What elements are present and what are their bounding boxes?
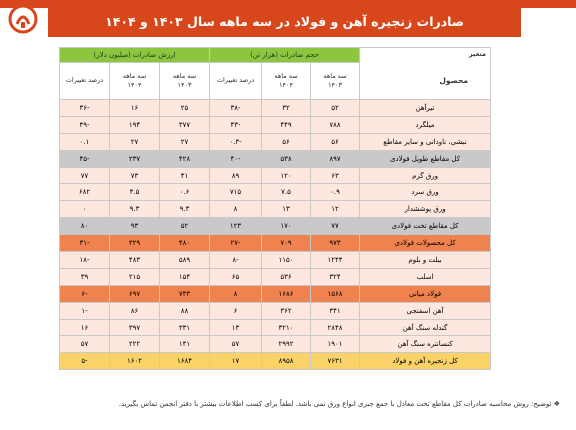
value-1403-cell: ۴۱	[160, 167, 210, 184]
volume-1403-cell: ۵۶	[311, 133, 360, 150]
volume-change-cell: ۱۲۳	[210, 218, 262, 235]
volume-1404-cell: ۳۶۲	[262, 302, 311, 319]
volume-1404-cell: ۸۹۵۸	[262, 353, 311, 370]
table-corner-header	[360, 48, 491, 100]
value-change-cell: ۸۰	[60, 218, 110, 235]
value-1404-cell: ۷۳	[110, 167, 160, 184]
volume-1404-cell: ۵۳۸	[262, 150, 311, 167]
value-1404-cell: ۲۱۵	[110, 268, 160, 285]
volume-1404-cell: ۳۲	[262, 100, 311, 117]
volume-1404-cell: ۱۶۸۶	[262, 285, 311, 302]
value-1404-cell: ۴۸۳	[110, 252, 160, 269]
value-change-cell: -۴۵	[60, 150, 110, 167]
value-change-cell: ۶۸۲	[60, 184, 110, 201]
value-1404-cell: ۳۲۹	[110, 235, 160, 252]
product-label-cell: کل محصولات فولادی	[360, 235, 491, 252]
value-change-cell: ۰	[60, 201, 110, 218]
value-1403-cell: ۲۵	[160, 100, 210, 117]
product-label-cell: آهن اسفنجی	[360, 302, 491, 319]
volume-1404-cell: ۱۳	[262, 201, 311, 218]
volume-1403-cell: ۷۷	[311, 218, 360, 235]
value-change-cell: -۶	[60, 285, 110, 302]
value-1404-cell: ۲۷	[110, 133, 160, 150]
value-1404-cell: ۳۹۷	[110, 319, 160, 336]
volume-1403-cell: ۰.۹	[311, 184, 360, 201]
value-change-cell: -۱	[60, 302, 110, 319]
value-1404-cell: ۹۳	[110, 218, 160, 235]
volume-1403-cell: ۷۶۳۱	[311, 353, 360, 370]
table-row	[60, 235, 491, 252]
product-label-cell: کل مقاطع طویل فولادی	[360, 150, 491, 167]
value-1404-cell: ۴.۵	[110, 184, 160, 201]
volume-1403-cell: ۶۳	[311, 167, 360, 184]
product-label-cell: بیلت و بلوم	[360, 252, 491, 269]
volume-change-cell: -۳۸	[210, 100, 262, 117]
volume-1403-cell: ۷۸۸	[311, 116, 360, 133]
value-change-cell: ۳۹	[60, 268, 110, 285]
volume-1403-cell: ۱۲۴۴	[311, 252, 360, 269]
value-1403-cell: ۸۸	[160, 302, 210, 319]
volume-1404-cell: ۱۱۵۰	[262, 252, 311, 269]
volume-1404-cell: ۷.۵	[262, 184, 311, 201]
product-label-cell: نبشی، ناودانی و سایر مقاطع	[360, 133, 491, 150]
corner-variable-label: متغیر	[469, 50, 487, 58]
volume-change-cell: ۸	[210, 201, 262, 218]
product-label-cell: تیرآهن	[360, 100, 491, 117]
value-1403-cell: ۳۳۱	[160, 319, 210, 336]
volume-change-cell: ۱۳	[210, 319, 262, 336]
value-1404-cell: ۹.۳	[110, 201, 160, 218]
value-1403-cell: ۷۴۳	[160, 285, 210, 302]
value-1403-cell: ۵۸۹	[160, 252, 210, 269]
page-title: صادرات زنجیره آهن و فولاد در سه ماهه سال ۱۴۰۳ و ۱۴۰۴	[48, 5, 521, 37]
subheader-volume-1404: سه ماهه ۱۴۰۴	[262, 63, 311, 100]
value-change-cell: ۰.۱	[60, 133, 110, 150]
footnote	[40, 400, 560, 408]
value-1403-cell: ۵۲	[160, 218, 210, 235]
value-1404-cell: ۱۶۰۲	[110, 353, 160, 370]
table-row	[60, 201, 491, 218]
value-change-cell: ۱۶	[60, 319, 110, 336]
table-row	[60, 268, 491, 285]
volume-1403-cell: ۹۷۳	[311, 235, 360, 252]
volume-1404-cell: ۴۴۹	[262, 116, 311, 133]
volume-change-cell: -۸	[210, 252, 262, 269]
volume-change-cell: ۶	[210, 302, 262, 319]
volume-1404-cell: ۵۶	[262, 133, 311, 150]
product-label-cell: ورق پوششدار	[360, 201, 491, 218]
table-row	[60, 285, 491, 302]
value-1403-cell: ۳۷۷	[160, 116, 210, 133]
table-row	[60, 353, 491, 370]
volume-1404-cell: ۱۷۰	[262, 218, 311, 235]
value-1403-cell: ۱۵۴	[160, 268, 210, 285]
volume-change-cell: -۰.۳	[210, 133, 262, 150]
value-1403-cell: ۹.۳	[160, 201, 210, 218]
table-row	[60, 116, 491, 133]
volume-1404-cell: ۲۹۹۲	[262, 336, 311, 353]
value-1403-cell: ۲۷	[160, 133, 210, 150]
volume-change-cell: -۴۳	[210, 116, 262, 133]
volume-change-cell: -۴۰	[210, 150, 262, 167]
value-change-cell: -۳۱	[60, 235, 110, 252]
product-label-cell: میلگرد	[360, 116, 491, 133]
table-row	[60, 302, 491, 319]
footnote-bullet: ❖	[551, 400, 560, 408]
value-change-cell: -۳۶	[60, 100, 110, 117]
subheader-volume-1403: سه ماهه ۱۴۰۳	[311, 63, 360, 100]
volume-1403-cell: ۱۲	[311, 201, 360, 218]
volume-1404-cell: ۳۲۱۰	[262, 319, 311, 336]
volume-change-cell: ۸۹	[210, 167, 262, 184]
subheader-volume-change: درصد تغییرات	[210, 63, 262, 100]
table-row	[60, 319, 491, 336]
export-table	[59, 47, 491, 370]
volume-1403-cell: ۳۲۴	[311, 268, 360, 285]
product-label-cell: ورق سرد	[360, 184, 491, 201]
table-row	[60, 336, 491, 353]
value-1404-cell: ۱۶	[110, 100, 160, 117]
table-row	[60, 100, 491, 117]
value-1403-cell: ۰.۶	[160, 184, 210, 201]
footnote-text: توضیح: روش محاسبه صادرات کل مقاطع تخت معادل با جمع جبری انواع ورق نمی باشد. لطفاً برای کسب اطلاعات بیشتر با دفتر انجمن تماس بگیرید.	[118, 400, 552, 408]
table-row	[60, 184, 491, 201]
subheader-value-1404: سه ماهه ۱۴۰۴	[110, 63, 160, 100]
volume-1403-cell: ۱۹۰۱	[311, 336, 360, 353]
value-change-cell: ۷۷	[60, 167, 110, 184]
value-change-cell: ۵۷	[60, 336, 110, 353]
volume-change-cell: ۶۵	[210, 268, 262, 285]
volume-1403-cell: ۱۵۶۸	[311, 285, 360, 302]
volume-1404-cell: ۵۳۶	[262, 268, 311, 285]
volume-change-cell: -۲۷	[210, 235, 262, 252]
value-1404-cell: ۱۹۴	[110, 116, 160, 133]
product-label-cell: گندله سنگ آهن	[360, 319, 491, 336]
table-body	[60, 100, 491, 370]
product-label-cell: کنسانتره سنگ آهن	[360, 336, 491, 353]
value-1403-cell: ۱۴۱	[160, 336, 210, 353]
value-1403-cell: ۱۶۸۴	[160, 353, 210, 370]
table-row	[60, 252, 491, 269]
value-change-cell: -۱۸	[60, 252, 110, 269]
table-row	[60, 167, 491, 184]
association-logo	[8, 4, 38, 34]
value-1403-cell: ۴۸۰	[160, 235, 210, 252]
table-row	[60, 150, 491, 167]
value-change-cell: -۵	[60, 353, 110, 370]
product-label-cell: اسلب	[360, 268, 491, 285]
value-1404-cell: ۶۹۷	[110, 285, 160, 302]
table-row	[60, 218, 491, 235]
table-row	[60, 133, 491, 150]
product-label-cell: فولاد میانی	[360, 285, 491, 302]
value-1404-cell: ۲۳۷	[110, 150, 160, 167]
volume-change-cell: ۵۷	[210, 336, 262, 353]
product-label-cell: کل مقاطع تخت فولادی	[360, 218, 491, 235]
value-1404-cell: ۸۶	[110, 302, 160, 319]
volume-group-header: حجم صادرات (هزار تن)	[210, 48, 360, 63]
product-label-cell: کل زنجیره آهن و فولاد	[360, 353, 491, 370]
volume-1404-cell: ۱۲۰	[262, 167, 311, 184]
volume-1404-cell: ۷۰۹	[262, 235, 311, 252]
volume-change-cell: ۷۱۵	[210, 184, 262, 201]
subheader-value-change: درصد تغییرات	[60, 63, 110, 100]
value-group-header: ارزش صادرات (میلیون دلار)	[60, 48, 210, 63]
value-change-cell: -۴۹	[60, 116, 110, 133]
subheader-value-1403: سه ماهه ۱۴۰۳	[160, 63, 210, 100]
volume-1403-cell: ۳۴۱	[311, 302, 360, 319]
volume-1403-cell: ۲۸۴۸	[311, 319, 360, 336]
product-label-cell: ورق گرم	[360, 167, 491, 184]
value-1403-cell: ۴۲۸	[160, 150, 210, 167]
value-1404-cell: ۲۲۲	[110, 336, 160, 353]
volume-change-cell: ۱۷	[210, 353, 262, 370]
corner-product-label: محصول	[439, 76, 469, 85]
volume-change-cell: ۸	[210, 285, 262, 302]
volume-1403-cell: ۸۹۷	[311, 150, 360, 167]
volume-1403-cell: ۵۲	[311, 100, 360, 117]
